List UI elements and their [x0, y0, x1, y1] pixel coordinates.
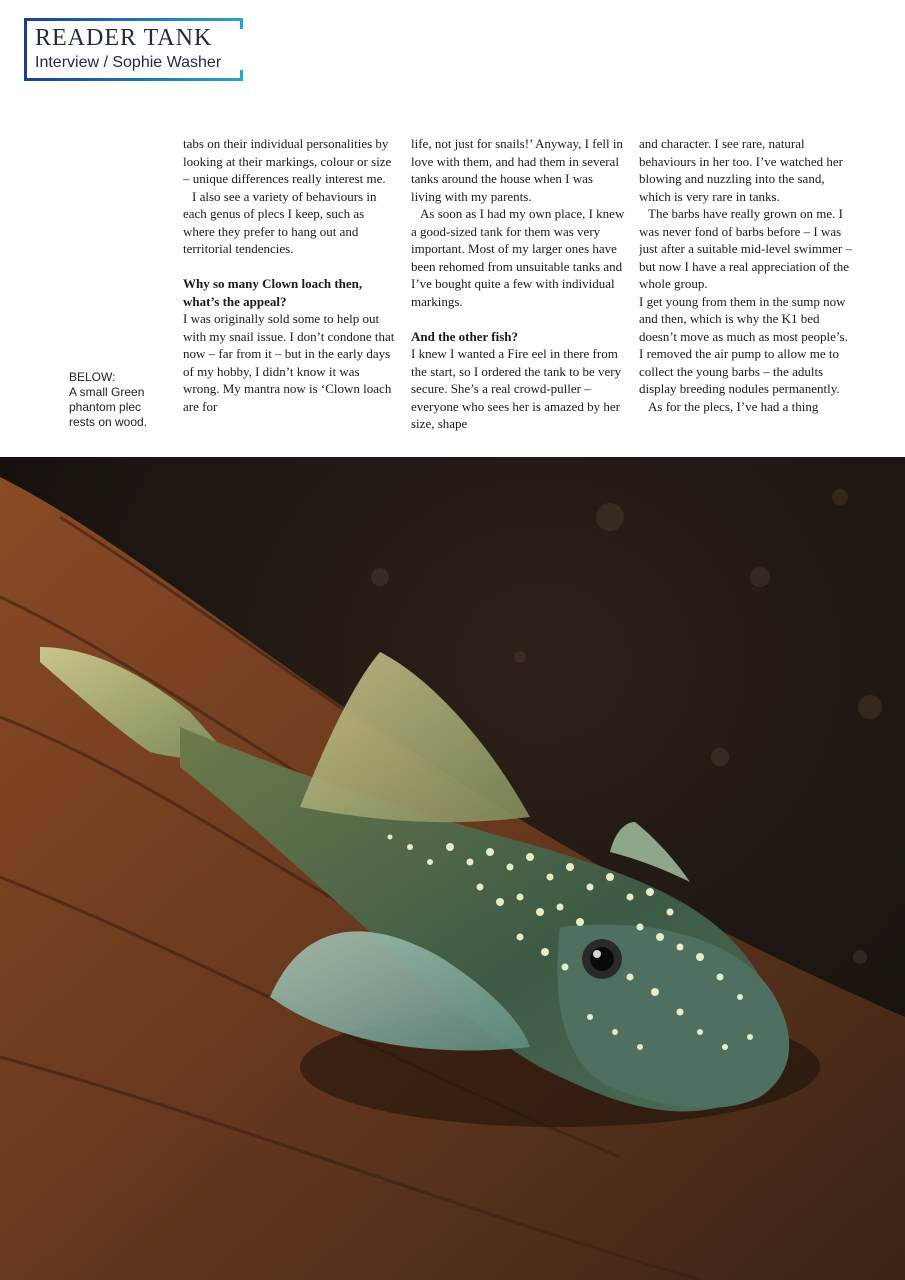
- paragraph: life, not just for snails!’ Anyway, I fell in love with them, and had them in several tanks around the house when I was living with my parents.: [411, 136, 623, 204]
- paragraph: As for the plecs, I’ve had a thing: [648, 398, 819, 414]
- header-border-left: [24, 18, 27, 81]
- header-border-top: [24, 18, 243, 21]
- section-title: READER TANK: [35, 25, 213, 51]
- fish-photo-illustration: [0, 457, 905, 1280]
- green-phantom-plec-photo: [0, 457, 905, 1280]
- paragraph: tabs on their individual personalities by looking at their markings, colour or size – unique differences really interest me.: [183, 136, 392, 186]
- paragraph: I also see a variety of behaviours in each genus of plecs I keep, such as where they prefer to hang out and territorial tendencies.: [183, 188, 377, 256]
- interview-question: And the other fish?: [411, 328, 519, 344]
- caption-line: A small Green: [69, 385, 145, 399]
- caption-label: BELOW:: [69, 370, 116, 384]
- paragraph: and character. I see rare, natural behaviours in her too. I’ve watched her blowing and nuzzling into the sand, which is very rare in tanks.: [639, 136, 843, 204]
- interview-question: Why so many Clown loach then, what’s the appeal?: [183, 276, 363, 309]
- header-border-right-bottom: [240, 70, 243, 81]
- article-subtitle: Interview / Sophie Washer: [35, 54, 222, 71]
- section-header: [24, 18, 243, 81]
- paragraph: I was originally sold some to help out with my snail issue. I don’t condone that now – far from it – but in the early days of my hobby, I didn’t know it was wrong. My mantra now is ‘Clown loach are for: [183, 311, 395, 414]
- paragraph: I get young from them in the sump now and then, which is why the K1 bed doesn’t move as much as most people’s. I removed the air pump to allow me to collect the young barbs – the adults display breeding nodules permanently.: [639, 293, 848, 396]
- header-border-bottom: [24, 78, 243, 81]
- article-column-1: [183, 135, 397, 435]
- caption-line: phantom plec: [69, 400, 142, 414]
- article-column-3: [639, 135, 853, 435]
- header-border-right-top: [240, 18, 243, 29]
- paragraph: As soon as I had my own place, I knew a good-sized tank for them was very important. Most of my larger ones have been rehomed from unsuitable tanks and I’ve bought quite a few with individual markings.: [411, 206, 625, 309]
- article-column-2: [411, 135, 625, 435]
- photo-caption: [69, 370, 169, 430]
- paragraph: The barbs have really grown on me. I was never fond of barbs before – I was just after a suitable mid-level swimmer – but now I have a real appreciation of the whole group.: [639, 206, 852, 291]
- caption-line: rests on wood.: [69, 415, 148, 429]
- paragraph: I knew I wanted a Fire eel in there from the start, so I ordered the tank to be very secure. She’s a real crowd-puller – everyone who sees her is amazed by her size, shape: [411, 346, 622, 431]
